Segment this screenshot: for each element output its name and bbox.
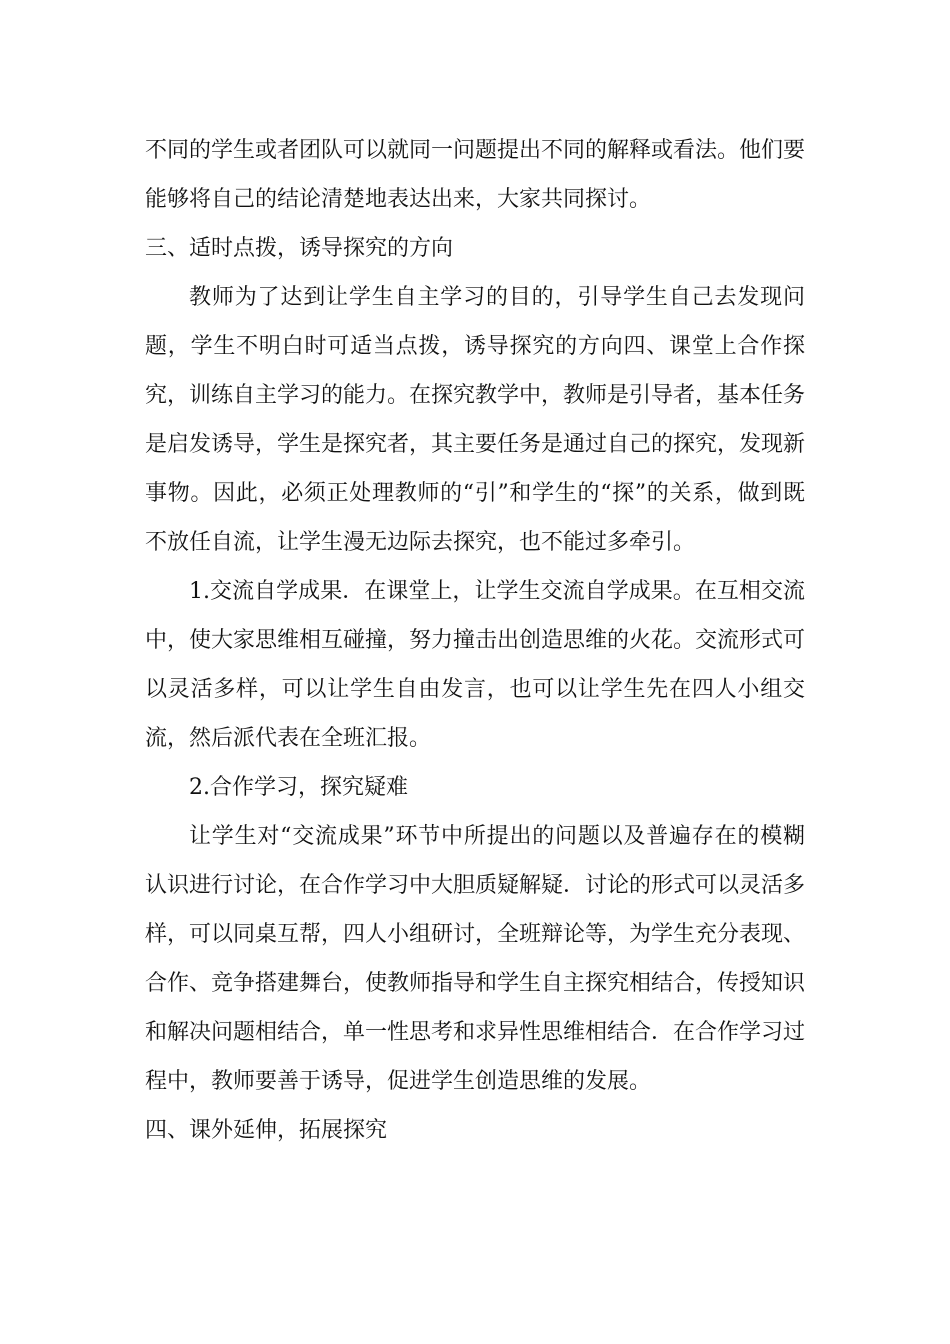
section-heading-3: 三、适时点拨，诱导探究的方向 <box>145 236 454 261</box>
paragraph-teacher-guidance: 教师为了达到让学生自主学习的目的，引导学生自己去发现问题，学生不明白时可适当点拨，诱导探究的方向四、课堂上合作探究，训练自主学习的能力。在探究教学中，教师是引导者，基本任务是启发诱导，学生是探究者，其主要任务是通过自己的探究，发现新事物。因此，必须正处理教师的“引”和学生的“探”的关系，做到既不放任自流，让学生漫无边际去探究，也不能过多牵引。 <box>145 285 806 555</box>
subheading-cooperative-learning: 2.合作学习，探究疑难 <box>189 775 408 800</box>
paragraph-exchange-results: 1.交流自学成果．在课堂上，让学生交流自学成果。在互相交流中，使大家思维相互碰撞，努力撞击出创造思维的火花。交流形式可以灵活多样，可以让学生自由发言，也可以让学生先在四人小组交流，然后派代表在全班汇报。 <box>145 579 806 751</box>
paragraph-continuation: 不同的学生或者团队可以就同一问题提出不同的解释或看法。他们要能够将自己的结论清楚地表达出来，大家共同探讨。 <box>145 138 806 212</box>
section-heading-4: 四、课外延伸，拓展探究 <box>145 1118 388 1143</box>
document-body <box>145 126 805 1155</box>
paragraph-discussion: 让学生对“交流成果”环节中所提出的问题以及普遍存在的模糊认识进行讨论，在合作学习中大胆质疑解疑．讨论的形式可以灵活多样，可以同桌互帮，四人小组研讨，全班辩论等，为学生充分表现、合作、竞争搭建舞台，使教师指导和学生自主探究相结合，传授知识和解决问题相结合，单一性思考和求异性思维相结合．在合作学习过程中，教师要善于诱导，促进学生创造思维的发展。 <box>145 824 806 1094</box>
